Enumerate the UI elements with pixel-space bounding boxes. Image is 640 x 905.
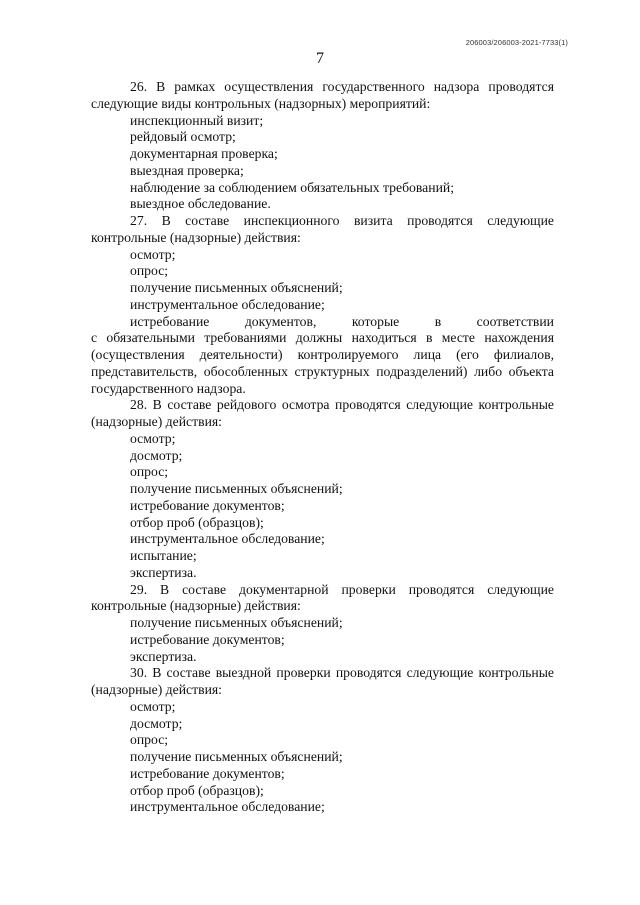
page-number: 7 xyxy=(316,50,324,67)
list-item: опрос; xyxy=(130,732,169,748)
paragraph-28: 28. В составе рейдового осмотра проводятся следующие контрольные (надзорные) действия: xyxy=(91,397,554,429)
document-id-stamp: 206003/206003-2021-7733(1) xyxy=(465,38,568,47)
list-item: инструментальное обследование; xyxy=(130,296,325,312)
list-item: получение письменных объяснений; xyxy=(130,749,343,764)
paragraph-continuation: с обязательными требованиями должны находиться в месте нахождения (осуществления деятельности) контролируемого лица (его филиалов, представительств, обособленных структурных подразделений) либо объекта государственного надзора. xyxy=(91,330,554,396)
list-item: отбор проб (образцов); xyxy=(130,782,264,798)
list-item: документарная проверка; xyxy=(130,146,278,161)
list-item: отбор проб (образцов); xyxy=(130,514,264,530)
list-item: досмотр; xyxy=(130,447,183,463)
paragraph-30: 30. В составе выездной проверки проводятся следующие контрольные (надзорные) действия: xyxy=(91,665,554,697)
list-item: досмотр; xyxy=(130,715,183,731)
list-item: истребование документов; xyxy=(130,497,285,513)
paragraph-27: 27. В составе инспекционного визита проводятся следующие контрольные (надзорные) действия: xyxy=(91,213,554,245)
list-item: испытание; xyxy=(130,548,197,563)
paragraph-29: 29. В составе документарной проверки проводятся следующие контрольные (надзорные) действия: xyxy=(91,581,554,614)
list-item: инструментальное обследование; xyxy=(130,531,325,547)
list-item: истребование документов; xyxy=(130,765,285,781)
list-item: наблюдение за соблюдением обязательных требований; xyxy=(130,179,455,195)
list-item: выездное обследование. xyxy=(130,196,271,212)
list-item: получение письменных объяснений; xyxy=(130,615,343,630)
paragraph-26: 26. В рамках осуществления государственного надзора проводятся следующие виды контрольных (надзорных) мероприятий: xyxy=(91,79,554,111)
list-item: инструментальное обследование; xyxy=(130,799,325,815)
list-item: опрос; xyxy=(130,263,169,279)
list-item: получение письменных объяснений; xyxy=(130,481,343,496)
list-item: истребование документов; xyxy=(130,631,285,647)
list-item: инспекционный визит; xyxy=(130,112,264,128)
list-item: осмотр; xyxy=(130,430,176,446)
list-item: получение письменных объяснений; xyxy=(130,280,343,295)
list-item: осмотр; xyxy=(130,246,176,262)
list-item: экспертиза. xyxy=(130,564,197,580)
list-item: осмотр; xyxy=(130,698,176,714)
list-item: выездная проверка; xyxy=(130,162,244,178)
list-item: экспертиза. xyxy=(130,648,197,664)
list-item: опрос; xyxy=(130,464,169,480)
list-item: истребование документов, которые в соответствии xyxy=(130,313,554,329)
list-item: рейдовый осмотр; xyxy=(130,129,236,145)
document-body xyxy=(91,79,554,816)
